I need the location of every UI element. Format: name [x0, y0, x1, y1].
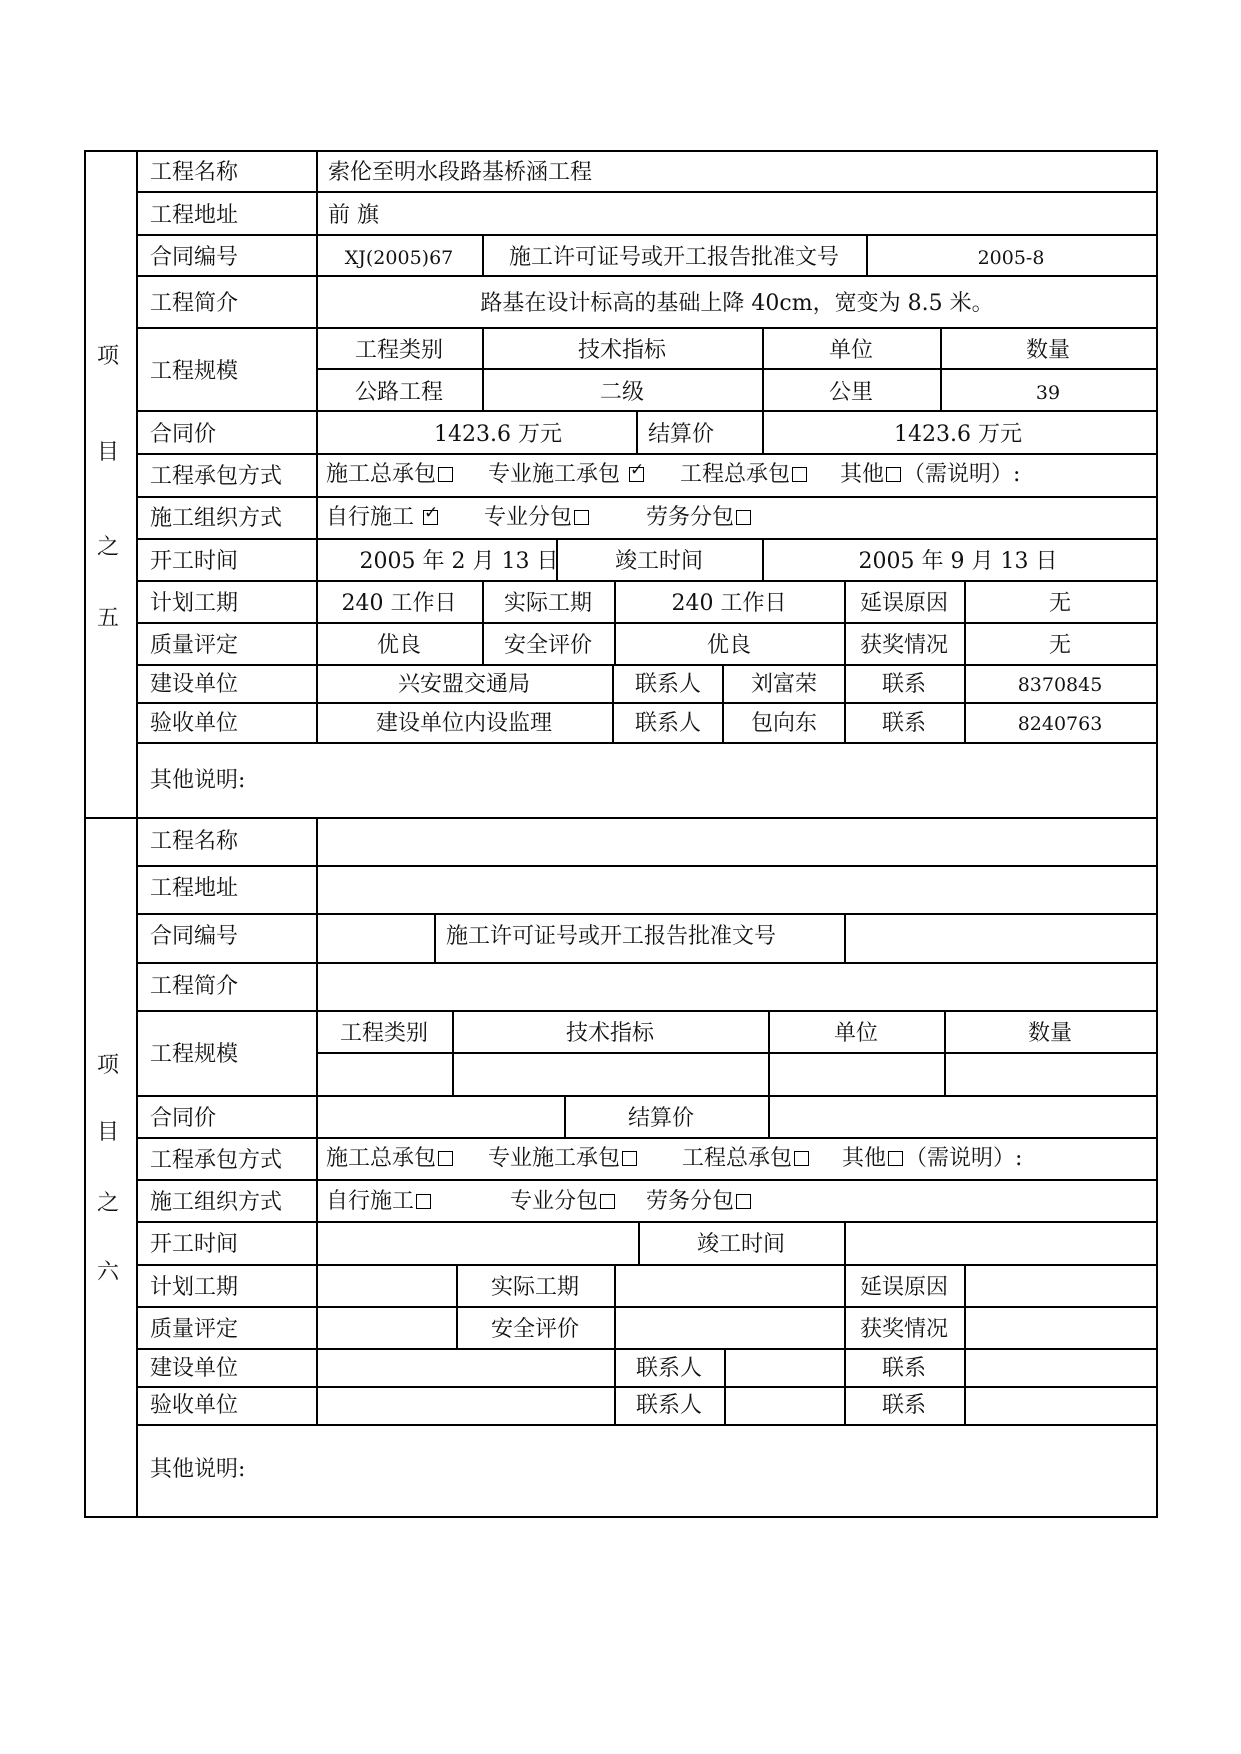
section-side-label-char: 五	[96, 606, 120, 631]
scale-value-unit: 公里	[828, 380, 874, 405]
organization-option-label: 专业分包	[510, 1189, 599, 1214]
actual-duration-value: 240 工作日	[671, 591, 787, 616]
checkbox-icon[interactable]	[792, 467, 807, 482]
awards-label: 获奖情况	[859, 1317, 949, 1342]
construction-phone-label: 联系	[881, 672, 927, 697]
construction-phone-value: 8370845	[1017, 674, 1103, 696]
project-scale-label: 工程规模	[150, 359, 239, 384]
contracting-other-note: （需说明）:	[905, 1146, 1023, 1171]
contracting-option-general[interactable]	[326, 1146, 455, 1172]
organization-option-subcontract[interactable]	[510, 1189, 617, 1215]
section-side-label-char: 六	[96, 1260, 120, 1285]
contracting-option-general[interactable]	[326, 462, 455, 488]
construction-phone-label: 联系	[881, 1356, 927, 1381]
scale-header-spec: 技术指标	[577, 338, 667, 363]
organization-option-label: 专业分包	[484, 505, 573, 530]
planned-duration-label: 计划工期	[150, 1275, 239, 1300]
project-name-value: 索伦至明水段路基桥涵工程	[328, 160, 593, 185]
project-address-label: 工程地址	[150, 876, 239, 901]
delay-reason-value: 无	[1048, 591, 1072, 616]
completion-date-label: 竣工时间	[696, 1232, 786, 1257]
contracting-option-engineering[interactable]	[682, 1146, 811, 1172]
scale-value-quantity: 39	[1035, 382, 1061, 404]
contract-price-label: 合同价	[150, 1106, 217, 1131]
acceptance-contact-value: 包向东	[750, 711, 818, 736]
delay-reason-label: 延误原因	[859, 591, 949, 616]
project-address-value: 前 旗	[328, 203, 379, 228]
contract-price-label: 合同价	[150, 422, 217, 447]
checkbox-icon[interactable]	[438, 467, 453, 482]
acceptance-phone-label: 联系	[881, 711, 927, 736]
quality-rating-value: 优良	[376, 633, 422, 658]
organization-mode-label: 施工组织方式	[150, 1190, 283, 1215]
project-address-label: 工程地址	[150, 203, 239, 228]
safety-rating-value: 优良	[706, 633, 752, 658]
acceptance-phone-value: 8240763	[1017, 713, 1103, 735]
start-date-label: 开工时间	[150, 549, 239, 574]
project-intro-label: 工程简介	[150, 974, 239, 999]
scale-header-unit: 单位	[828, 338, 874, 363]
organization-option-label: 劳务分包	[646, 1189, 735, 1214]
contracting-option-label: 工程总承包	[682, 1146, 793, 1171]
contracting-option-label: 施工总承包	[326, 462, 437, 487]
section-side-label-char: 目	[96, 1120, 120, 1145]
contracting-option-other[interactable]	[842, 1146, 1022, 1172]
project-intro-value: 路基在设计标高的基础上降 40cm，宽变为 8.5 米。	[480, 291, 994, 316]
project-name-label: 工程名称	[150, 829, 239, 854]
organization-option-label: 劳务分包	[646, 505, 735, 530]
scale-header-quantity: 数量	[1027, 1021, 1073, 1046]
contracting-option-engineering[interactable]	[680, 462, 809, 488]
actual-duration-label: 实际工期	[490, 1275, 580, 1300]
permit-number-label: 施工许可证号或开工报告批准文号	[446, 924, 777, 949]
contracting-other-note: （需说明）:	[903, 462, 1021, 487]
quality-rating-label: 质量评定	[150, 1317, 239, 1342]
contracting-option-specialty[interactable]	[488, 462, 646, 488]
acceptance-contact-label: 联系人	[635, 1393, 703, 1418]
section-side-label-char: 之	[96, 535, 120, 560]
checkbox-icon[interactable]	[574, 510, 589, 525]
project-scale-label: 工程规模	[150, 1042, 239, 1067]
delay-reason-label: 延误原因	[859, 1275, 949, 1300]
construction-unit-value: 兴安盟交通局	[397, 672, 531, 697]
checkbox-icon[interactable]	[622, 1151, 637, 1166]
checkbox-icon[interactable]	[794, 1151, 809, 1166]
section-side-label-char: 项	[96, 344, 120, 369]
section-side-label-char: 目	[96, 440, 120, 465]
contracting-option-label: 工程总承包	[680, 462, 791, 487]
organization-option-label: 自行施工	[326, 505, 415, 530]
settlement-price-label: 结算价	[627, 1106, 695, 1131]
scale-header-quantity: 数量	[1025, 338, 1071, 363]
project-intro-label: 工程简介	[150, 291, 239, 316]
organization-option-label: 自行施工	[326, 1189, 415, 1214]
checkbox-icon[interactable]	[736, 510, 751, 525]
organization-option-labor[interactable]	[646, 1189, 753, 1215]
settlement-price-label: 结算价	[648, 422, 715, 447]
scale-header-category: 工程类别	[339, 1021, 429, 1046]
contracting-option-label: 其他	[842, 1146, 887, 1171]
awards-label: 获奖情况	[859, 633, 949, 658]
scale-value-spec: 二级	[599, 380, 645, 405]
scale-header-category: 工程类别	[354, 338, 444, 363]
contract-number-value: XJ(2005)67	[344, 247, 454, 269]
completion-date-value: 2005 年 9 月 13 日	[858, 549, 1058, 574]
other-notes-label: 其他说明:	[150, 1457, 246, 1482]
checked-checkbox-icon[interactable]	[629, 467, 644, 482]
other-notes-label: 其他说明:	[150, 768, 246, 793]
scale-header-unit: 单位	[833, 1021, 879, 1046]
checked-checkbox-icon[interactable]	[423, 510, 438, 525]
contracting-mode-label: 工程承包方式	[150, 1148, 283, 1173]
organization-option-self[interactable]	[326, 505, 440, 531]
start-date-label: 开工时间	[150, 1232, 239, 1257]
construction-contact-label: 联系人	[634, 672, 702, 697]
contracting-option-other[interactable]	[840, 462, 1020, 488]
acceptance-unit-label: 验收单位	[150, 711, 239, 736]
permit-number-value: 2005-8	[977, 247, 1045, 269]
section-side-label-char: 项	[96, 1053, 120, 1078]
actual-duration-label: 实际工期	[503, 591, 593, 616]
organization-option-self[interactable]	[326, 1189, 433, 1215]
contracting-option-label: 施工总承包	[326, 1146, 437, 1171]
acceptance-unit-label: 验收单位	[150, 1393, 239, 1418]
organization-option-labor[interactable]	[646, 505, 753, 531]
contracting-option-label: 其他	[840, 462, 885, 487]
construction-unit-label: 建设单位	[150, 672, 239, 697]
contract-number-label: 合同编号	[150, 245, 239, 270]
checkbox-icon[interactable]	[416, 1194, 431, 1209]
planned-duration-label: 计划工期	[150, 591, 239, 616]
contracting-option-label: 专业施工承包	[488, 1146, 621, 1171]
construction-contact-value: 刘富荣	[750, 672, 818, 697]
organization-mode-label: 施工组织方式	[150, 506, 283, 531]
project-name-label: 工程名称	[150, 160, 239, 185]
contract-number-label: 合同编号	[150, 924, 239, 949]
section-side-label-char: 之	[96, 1191, 120, 1216]
checkbox-icon[interactable]	[600, 1194, 615, 1209]
start-date-value: 2005 年 2 月 13 日	[359, 549, 559, 574]
construction-contact-label: 联系人	[635, 1356, 703, 1381]
contracting-mode-label: 工程承包方式	[150, 464, 283, 489]
checkbox-icon[interactable]	[886, 467, 901, 482]
planned-duration-value: 240 工作日	[341, 591, 457, 616]
acceptance-unit-value: 建设单位内设监理	[375, 711, 553, 736]
completion-date-label: 竣工时间	[614, 549, 704, 574]
acceptance-phone-label: 联系	[881, 1393, 927, 1418]
safety-rating-label: 安全评价	[490, 1317, 580, 1342]
organization-option-subcontract[interactable]	[484, 505, 591, 531]
contract-price-value: 1423.6 万元	[434, 422, 562, 447]
awards-value: 无	[1048, 633, 1072, 658]
checkbox-icon[interactable]	[438, 1151, 453, 1166]
quality-rating-label: 质量评定	[150, 633, 239, 658]
scale-header-spec: 技术指标	[565, 1021, 655, 1046]
checkbox-icon[interactable]	[888, 1151, 903, 1166]
construction-unit-label: 建设单位	[150, 1356, 239, 1381]
checkbox-icon[interactable]	[736, 1194, 751, 1209]
contracting-option-label: 专业施工承包	[488, 462, 621, 487]
contracting-option-specialty[interactable]	[488, 1146, 639, 1172]
acceptance-contact-label: 联系人	[634, 711, 702, 736]
settlement-price-value: 1423.6 万元	[894, 422, 1022, 447]
permit-number-label: 施工许可证号或开工报告批准文号	[508, 245, 840, 270]
safety-rating-label: 安全评价	[503, 633, 593, 658]
scale-value-category: 公路工程	[354, 380, 444, 405]
